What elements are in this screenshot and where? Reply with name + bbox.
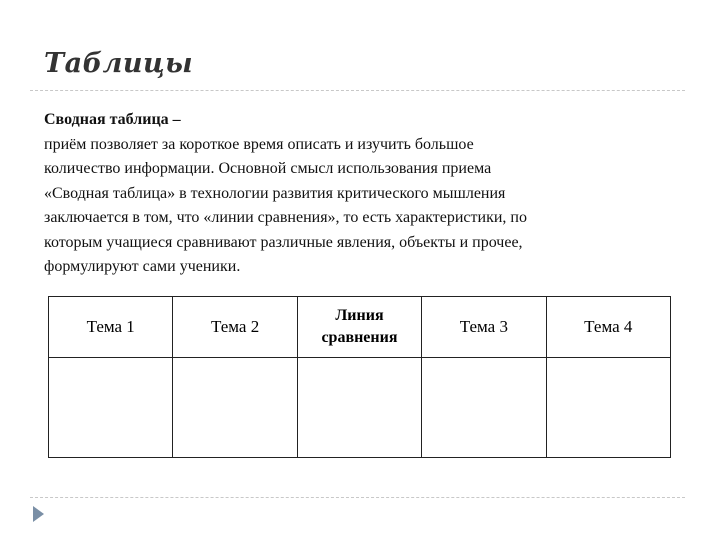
title-divider bbox=[30, 90, 685, 91]
header-topic-1: Тема 1 bbox=[49, 297, 173, 358]
body-line-4: заключается в том, что «линии сравнения», то есть характеристики, по bbox=[44, 209, 527, 226]
header-comparison-line-2: сравнения bbox=[321, 329, 398, 346]
next-slide-arrow-icon[interactable] bbox=[33, 506, 44, 522]
body-line-5: которым учащиеся сравнивают различные явления, объекты и прочее, bbox=[44, 233, 523, 251]
table-cell-topic-3 bbox=[422, 358, 546, 458]
table-cell-comparison-line bbox=[297, 358, 421, 458]
header-comparison-line-1: Линия bbox=[335, 307, 384, 324]
footer-divider bbox=[30, 497, 685, 498]
table-cell-topic-1 bbox=[49, 358, 173, 458]
header-comparison-line bbox=[297, 297, 421, 358]
table-header-row bbox=[49, 297, 671, 358]
header-topic-3: Тема 3 bbox=[422, 297, 546, 358]
summary-table bbox=[48, 296, 671, 458]
body-line-2: количество информации. Основной смысл использования приема bbox=[44, 160, 492, 177]
header-topic-4: Тема 4 bbox=[546, 297, 670, 358]
body-line-3: «Сводная таблица» в технологии развития критического мышления bbox=[44, 184, 506, 202]
body-line-1: приём позволяет за короткое время описать и изучить большое bbox=[44, 135, 474, 153]
intro-term: Сводная таблица – bbox=[44, 111, 181, 128]
slide-title: Таблицы bbox=[44, 48, 194, 79]
table-row bbox=[49, 358, 671, 458]
table-cell-topic-2 bbox=[173, 358, 297, 458]
header-topic-2: Тема 2 bbox=[173, 297, 297, 358]
body-text bbox=[44, 108, 684, 280]
table-cell-topic-4 bbox=[546, 358, 670, 458]
body-line-6: формулируют сами ученики. bbox=[44, 258, 241, 275]
